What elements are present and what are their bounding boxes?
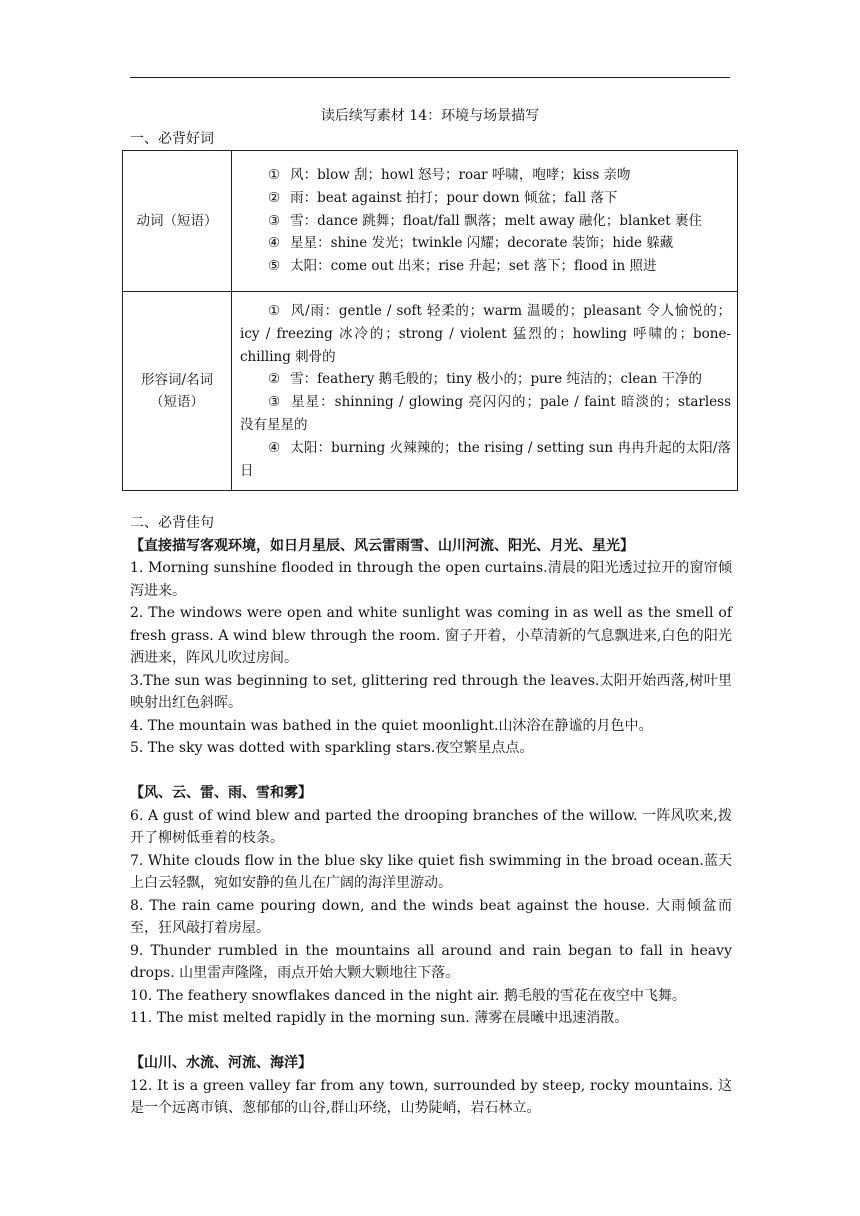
sentence: 1. Morning sunshine flooded in through the open curtains.清晨的阳光透过拉开的窗帘倾泻进来。: [130, 560, 732, 599]
adjectives-header-line: （短语）: [150, 394, 204, 411]
sentence: 11. The mist melted rapidly in the morning sun. 薄雾在晨曦中迅速消散。: [130, 1010, 629, 1026]
sentence: 6. A gust of wind blew and parted the drooping branches of the willow. 一阵风吹来,拨开了柳树低垂着的枝条。: [130, 807, 732, 846]
group-heading: 【直接描写客观环境，如日月星辰、风云雷雨雪、山川河流、阳光、月光、星光】: [130, 537, 634, 554]
section-heading-sentences: 二、必背佳句: [130, 515, 214, 531]
sentence: 8. The rain came pouring down, and the winds beat against the house. 大雨倾盆而至，狂风敲打着房屋。: [130, 897, 732, 936]
verb-item: ③ 雪：dance 跳舞；float/fall 飘落；melt away 融化；blanket 裹住: [268, 212, 702, 229]
adjective-item: ③ 星星：shinning / glowing 亮闪闪的；pale / faint 暗淡的；starless 没有星星的: [240, 394, 731, 433]
sentence: 10. The feathery snowflakes danced in the night air. 鹅毛般的雪花在夜空中飞舞。: [130, 987, 686, 1004]
group-heading: 【山川、水流、河流、海洋】: [130, 1055, 312, 1071]
verb-item: ④ 星星：shine 发光；twinkle 闪耀；decorate 装饰；hide 躲藏: [268, 235, 674, 252]
verb-item: ① 风：blow 刮；howl 怒号；roar 呼啸，咆哮；kiss 亲吻: [268, 167, 631, 183]
adjective-item: ① 风/雨：gentle / soft 轻柔的；warm 温暖的；pleasant 令人愉悦的；icy / freezing 冰冷的；strong / violent 猛烈的；howling 呼啸的；bone-chilling 刺骨的: [240, 303, 731, 365]
sentence: 9. Thunder rumbled in the mountains all around and rain began to fall in heavy drops. 山里雷声隆隆，雨点开始大颗大颗地往下落。: [130, 942, 732, 981]
sentence: 7. White clouds flow in the blue sky like quiet fish swimming in the broad ocean.蓝天上白云轻飘，宛如安静的鱼儿在广阔的海洋里游动。: [130, 852, 732, 891]
adjectives-header-line: 形容词/名词: [140, 372, 214, 389]
adjectives-header: [123, 292, 232, 491]
group-heading: 【风、云、雷、雨、雪和雾】: [130, 785, 312, 801]
table-row-verbs: [123, 151, 738, 292]
verb-item: ② 雨：beat against 拍打；pour down 倾盆；fall 落下: [268, 189, 618, 206]
table-row-adjectives: [123, 292, 738, 491]
sentence: 4. The mountain was bathed in the quiet moonlight.山沐浴在静谧的月色中。: [130, 717, 653, 734]
sentence: 12. It is a green valley far from any town, surrounded by steep, rocky mountains. 这是一个远离市镇、葱郁郁的山谷,群山环绕，山势陡峭，岩石林立。: [130, 1077, 732, 1116]
adjectives-content: [232, 292, 738, 491]
sentence: 3.The sun was beginning to set, glittering red through the leaves.太阳开始西落,树叶里映射出红色斜晖。: [130, 672, 732, 711]
vocabulary-table: [122, 150, 738, 491]
header-rule: [130, 77, 730, 78]
verbs-content: [232, 151, 738, 292]
sentence: 2. The windows were open and white sunlight was coming in as well as the smell of fresh grass. A wind blew through the room. 窗子开着，小草清新的气息飘进来,白色的阳光洒进来，阵风儿吹过房间。: [130, 605, 732, 666]
sentence: 5. The sky was dotted with sparkling stars.夜空繁星点点。: [130, 740, 534, 756]
verbs-header: 动词（短语）: [123, 151, 232, 292]
sentences-section: [130, 512, 732, 1120]
page-title: 读后续写素材 14：环境与场景描写: [320, 108, 540, 124]
verb-item: ⑤ 太阳：come out 出来；rise 升起；set 落下；flood in 照进: [268, 258, 657, 275]
section-heading-words: 一、必背好词: [130, 131, 214, 147]
adjective-item: ② 雪：feathery 鹅毛般的；tiny 极小的；pure 纯洁的；clean 干净的: [268, 371, 702, 388]
adjective-item: ④ 太阳：burning 火辣辣的；the rising / setting sun 冉冉升起的太阳/落日: [240, 439, 731, 479]
